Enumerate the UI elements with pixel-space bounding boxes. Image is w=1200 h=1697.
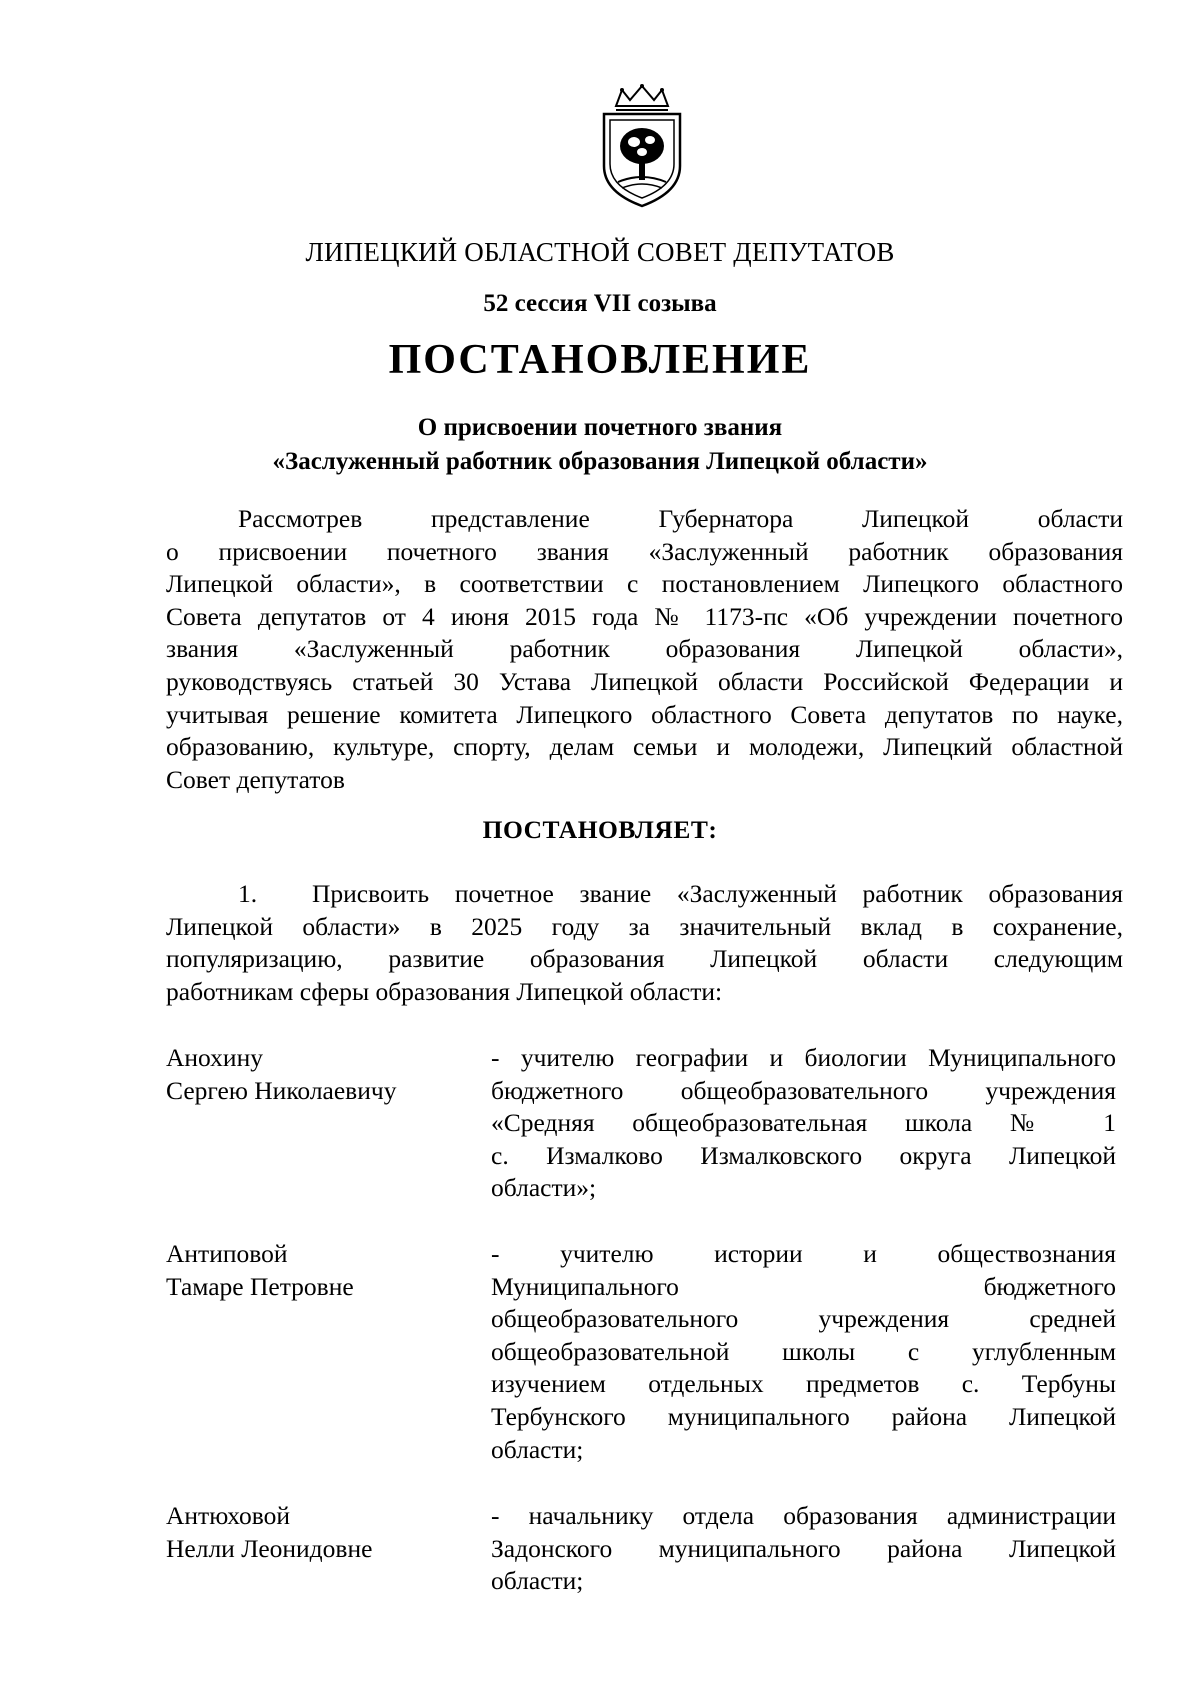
preamble-line: руководствуясь статьей 30 Устава Липецкой области Российской Федерации и: [166, 666, 1123, 696]
preamble-line: о присвоении почетного звания «Заслуженный работник образования: [166, 536, 1123, 566]
document-type: ПОСТАНОВЛЕНИЕ: [388, 337, 812, 383]
organization-name: ЛИПЕЦКИЙ ОБЛАСТНОЙ СОВЕТ ДЕПУТАТОВ: [305, 237, 895, 267]
preamble-line: Совет депутатов: [166, 764, 345, 794]
recipient-position: - учителю истории и обществознания Муниципального бюджетного общеобразовательного учреждения средней общеобразовательной школы с углубленным изучением отдельных предметов с. Тербуны Тербунского муниципального района Липецкой области;: [491, 1239, 1116, 1464]
subject-line: «Заслуженный работник образования Липецкой области»: [272, 448, 928, 475]
clause-1: [166, 878, 1123, 1008]
preamble-line: Рассмотрев представление Губернатора Липецкой области: [238, 504, 1123, 533]
clause-line: Липецкой области» в 2025 году за значительный вклад в сохранение,: [166, 911, 1123, 941]
decides-heading: ПОСТАНОВЛЯЕТ:: [482, 815, 718, 844]
clause-first-line: [166, 878, 1123, 911]
preamble-line: учитывая решение комитета Липецкого областного Совета депутатов по науке,: [166, 699, 1123, 729]
lipetsk-coat-of-arms-icon: [594, 84, 690, 210]
recipient-position: - начальнику отдела образования администрации Задонского муниципального района Липецкой области;: [491, 1501, 1116, 1596]
recipient-name: Анохину Сергею Николаевичу: [166, 1043, 397, 1105]
clause-line: Присвоить почетное звание «Заслуженный работник образования: [312, 879, 1123, 908]
preamble: [166, 503, 1123, 796]
recipient-name: Антюховой Нелли Леонидовне: [166, 1501, 373, 1563]
preamble-line: образованию, культуре, спорту, делам семьи и молодежи, Липецкий областной: [166, 732, 1123, 762]
preamble-line: Липецкой области», в соответствии с постановлением Липецкого областного: [166, 569, 1123, 599]
clause-number: 1.: [238, 879, 258, 908]
session-number: 52 сессия VII созыва: [483, 290, 717, 317]
document-subject: [0, 411, 1200, 479]
subject-line: О присвоении почетного звания: [417, 414, 783, 441]
preamble-line: Совета депутатов от 4 июня 2015 года № 1173-пс «Об учреждении почетного: [166, 601, 1123, 631]
clause-line: работникам сферы образования Липецкой области:: [166, 976, 723, 1006]
recipient-name: Антиповой Тамаре Петровне: [166, 1239, 354, 1301]
recipient-position: - учителю географии и биологии Муниципального бюджетного общеобразовательного учреждения «Средняя общеобразовательная школа № 1 с. Измалково Измалковского округа Липецкой области»;: [491, 1043, 1116, 1203]
preamble-line: звания «Заслуженный работник образования Липецкой области»,: [166, 634, 1123, 664]
clause-line: популяризацию, развитие образования Липецкой области следующим: [166, 944, 1123, 974]
